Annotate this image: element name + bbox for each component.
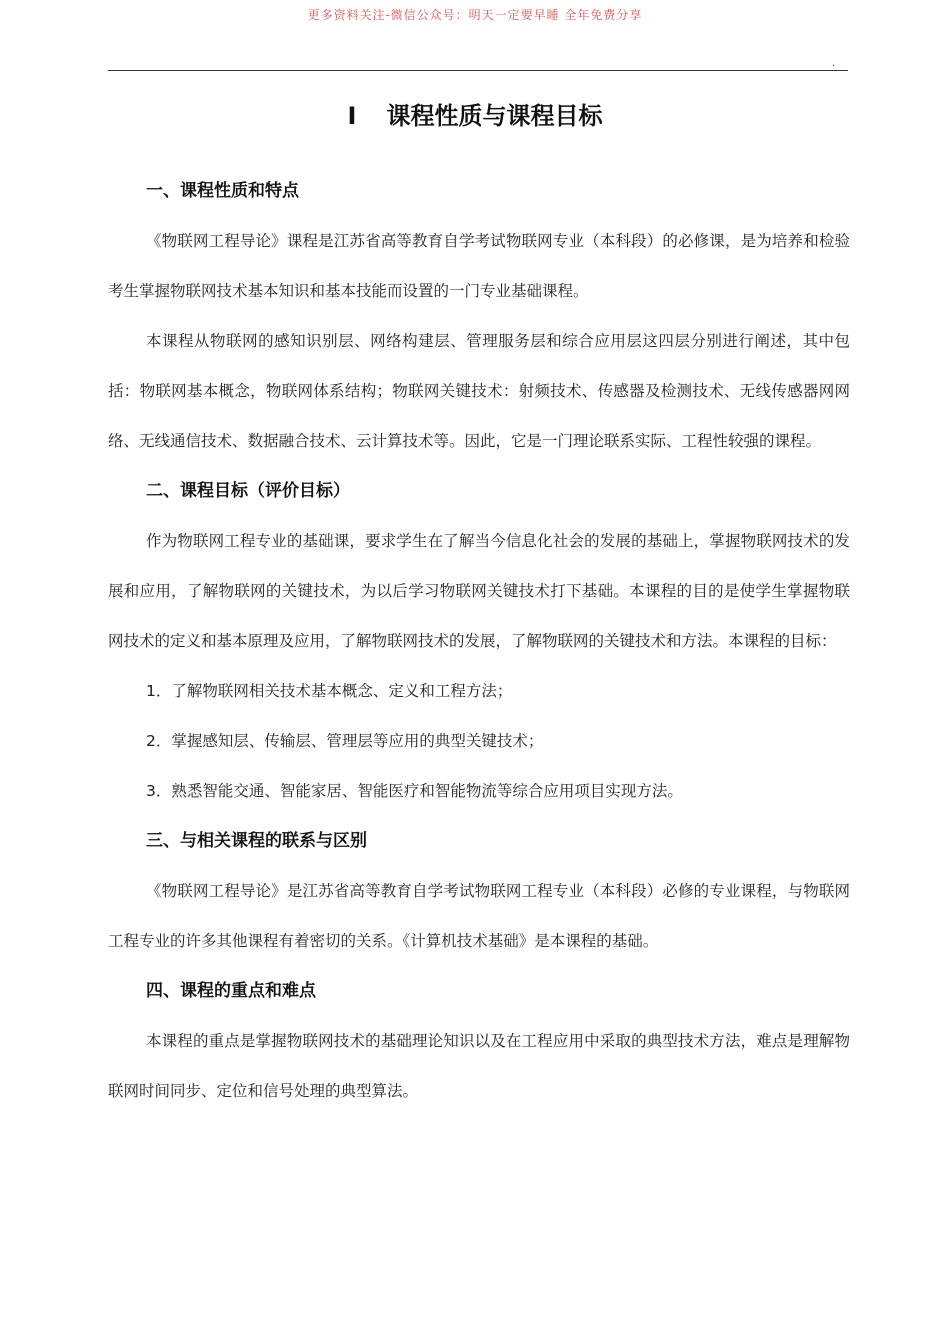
title-text: 课程性质与课程目标 (386, 102, 603, 130)
paragraph: 作为物联网工程专业的基础课，要求学生在了解当今信息化社会的发展的基础上，掌握物联网技术的发展和应用，了解物联网的关键技术，为以后学习物联网关键技术打下基础。本课程的目的是使学生掌握物联网技术的定义和基本原理及应用，了解物联网技术的发展，了解物联网的关键技术和方法。本课程的目标： (108, 532, 850, 650)
paragraph: 本课程的重点是掌握物联网技术的基础理论知识以及在工程应用中采取的典型技术方法，难点是理解物联网时间同步、定位和信号处理的典型算法。 (108, 1032, 850, 1100)
section-heading-4: 四、课程的重点和难点 (146, 981, 316, 1001)
section-heading-1: 一、课程性质和特点 (146, 181, 299, 201)
header-mark: . (832, 58, 836, 69)
paragraph: 《物联网工程导论》是江苏省高等教育自学考试物联网工程专业（本科段）必修的专业课程，与物联网工程专业的许多其他课程有着密切的关系。《计算机技术基础》是本课程的基础。 (108, 882, 850, 950)
document-body (108, 166, 850, 1116)
page-title (0, 96, 950, 131)
title-number: I (347, 102, 357, 130)
header-rule (108, 70, 848, 71)
watermark-text: 更多资料关注-微信公众号：明天一定要早睡 全年免费分享 (307, 8, 643, 22)
list-item: 3．熟悉智能交通、智能家居、智能医疗和智能物流等综合应用项目实现方法。 (146, 782, 683, 800)
section-heading-3: 三、与相关课程的联系与区别 (146, 831, 367, 851)
list-item: 1．了解物联网相关技术基本概念、定义和工程方法； (146, 682, 513, 700)
paragraph: 《物联网工程导论》课程是江苏省高等教育自学考试物联网专业（本科段）的必修课，是为培养和检验考生掌握物联网技术基本知识和基本技能而设置的一门专业基础课程。 (108, 232, 850, 300)
paragraph: 本课程从物联网的感知识别层、网络构建层、管理服务层和综合应用层这四层分别进行阐述，其中包括：物联网基本概念，物联网体系结构；物联网关键技术：射频技术、传感器及检测技术、无线传感器网网络、无线通信技术、数据融合技术、云计算技术等。因此，它是一门理论联系实际、工程性较强的课程。 (108, 332, 850, 450)
section-heading-2: 二、课程目标（评价目标） (146, 481, 350, 501)
list-item: 2．掌握感知层、传输层、管理层等应用的典型关键技术； (146, 732, 544, 750)
